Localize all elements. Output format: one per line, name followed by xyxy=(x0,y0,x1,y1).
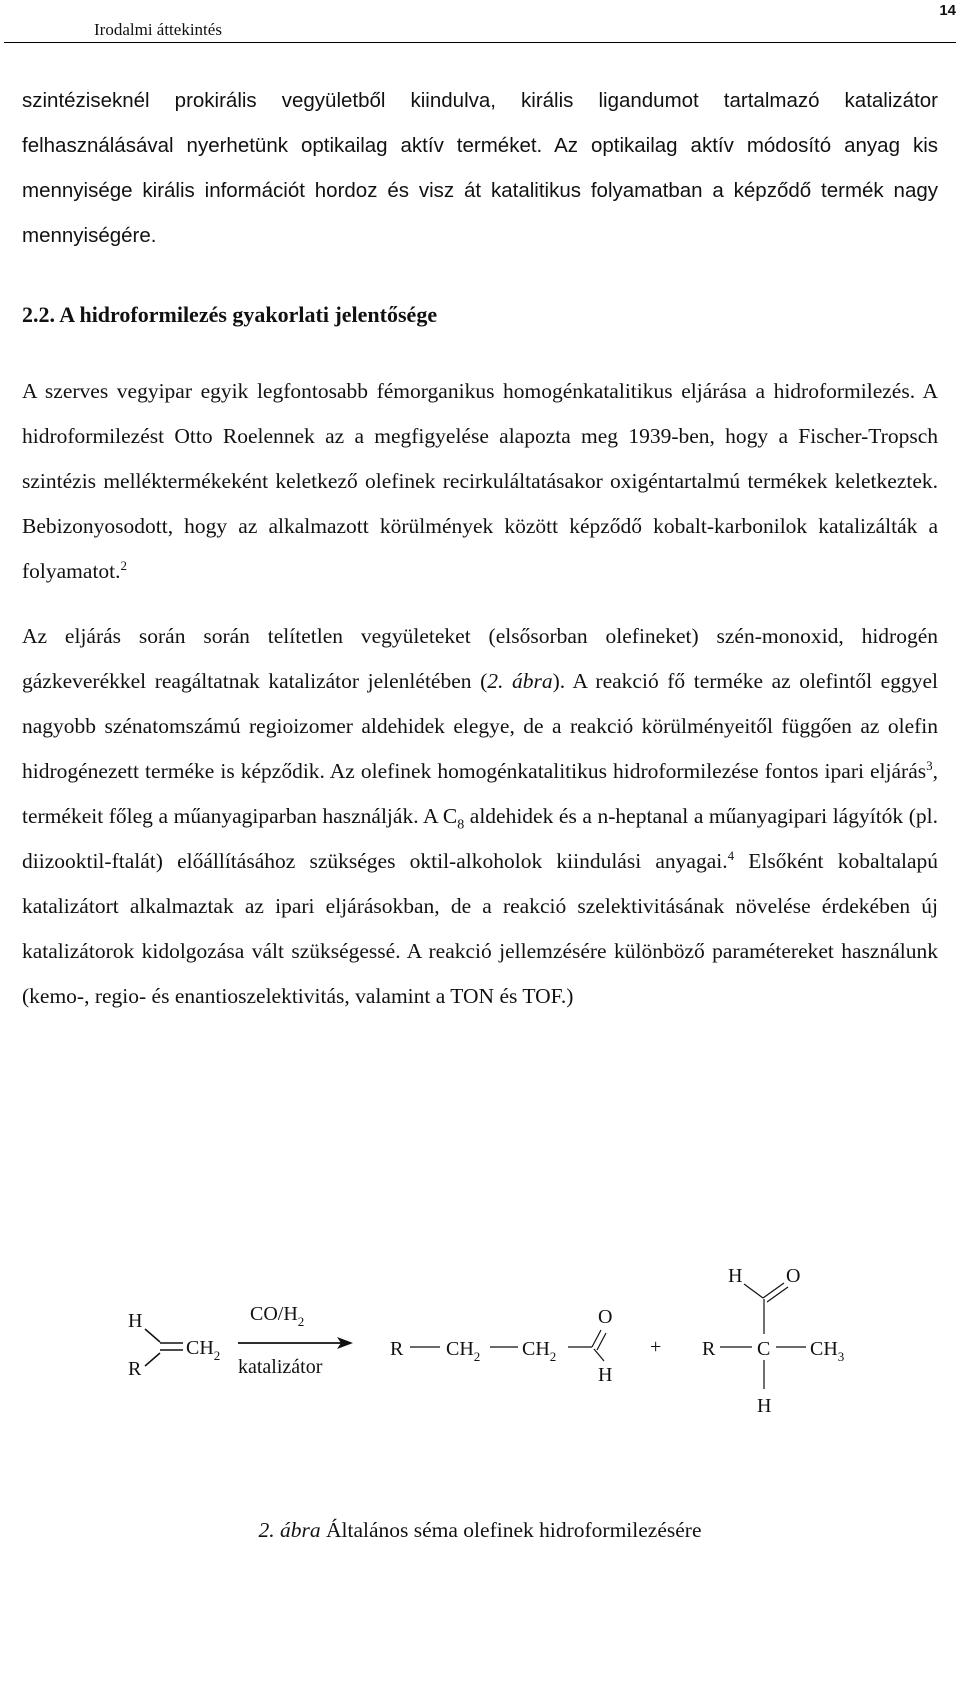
product1-h: H xyxy=(598,1364,613,1386)
page-body xyxy=(22,78,938,1019)
subscript: 8 xyxy=(457,817,465,833)
product2-ch3: $CH_3$ xyxy=(810,1338,845,1364)
product2-h-top: H xyxy=(728,1265,743,1287)
paragraph-text: ). A reakció fő terméke az olefintől eggyel nagyobb szénatomszámú regioizomer aldehidek elegye, de a reakció körülményeitől függően az olefin hidrogénezett terméke is képződik. Az olefinek homogénkatalitikus hidroformilezése fontos ipari eljárás xyxy=(22,669,938,783)
bond-line xyxy=(744,1284,763,1298)
section-heading: 2.2. A hidroformilezés gyakorlati jelentősége xyxy=(22,302,438,327)
intro-paragraph: szintéziseknél prokirális vegyületből kiindulva, királis ligandumot tartalmazó katalizátor felhasználásával nyerhetünk optikailag aktív terméket. Az optikailag aktív módosító anyag kis mennyisége királis információt hordoz és visz át katalitikus folyamatban a képződő termék nagy mennyiségére. xyxy=(22,89,938,247)
figure-caption-text: Általános séma olefinek hidroformilezésére xyxy=(320,1518,702,1542)
paragraph-hydroformylation-history xyxy=(22,369,938,594)
product1-ch: $CH_2$ xyxy=(446,1338,481,1364)
reference-superscript: 3 xyxy=(926,757,933,773)
paragraph-text: aldehidek és a n-heptanal a műanyagipari lágyítók (pl. diizooktil-ftalát) előállításához szükséges oktil-alkoholok kiindulási anyagai. xyxy=(22,804,938,873)
reference-superscript: 2 xyxy=(120,557,128,573)
product2-o: O xyxy=(786,1265,801,1287)
product2-c: C xyxy=(757,1338,771,1360)
product1-o: O xyxy=(598,1306,613,1328)
figure-label: 2. ábra xyxy=(258,1518,321,1542)
bond-line xyxy=(594,1349,604,1361)
paragraph-text: Elsőként kobaltalapú katalizátort alkalmaztak az ipari eljárásokban, de a reakció szelektivitásának növelése érdekében új katalizátorok kidolgozása vált szükségessé. A reakció jellemzésére különböző paramétereket használunk (kemo-, regio- és enantioszelektivitás, valamint a TON és TOF.) xyxy=(22,849,938,1008)
reference-superscript: 4 xyxy=(727,847,735,863)
product1-r: R xyxy=(390,1338,404,1360)
header-rule xyxy=(4,42,956,43)
product1-ch: $CH_2$ xyxy=(522,1338,557,1364)
bond-line xyxy=(145,1353,160,1366)
paragraph-process-description xyxy=(22,614,938,1019)
figure-caption xyxy=(0,1518,960,1543)
reactant-h: H xyxy=(128,1310,143,1332)
product2-r: R xyxy=(702,1338,716,1360)
reagent-label: $CO/H_2$ xyxy=(250,1303,305,1329)
double-bond-line xyxy=(763,1283,784,1298)
paragraph-text: Az eljárás során során telítetlen vegyületeket (elsősorban olefineket) szén-monoxid, hidrogén gázkeverékkel reagáltatnak katalizátor jelenlétében ( xyxy=(22,624,938,693)
paragraph-text: A szerves vegyipar egyik legfontosabb fémorganikus homogénkatalitikus eljárása a hidroformilezés. A hidroformilezést Otto Roelennek az a megfigyelése alapozta meg 1939-ben, hogy a Fischer-Tropsch szintézis melléktermékeként keletkező olefinek recirkuláltatásakor oxigéntartalmú termékek keletkeztek. Bebizonyosodott, hogy az alkalmazott körülmények között képződő kobalt-karbonilok katalizálták a folyamatot. xyxy=(22,379,938,583)
reaction-scheme-svg xyxy=(0,1226,960,1456)
figure-reference: 2. ábra xyxy=(487,669,553,693)
page-header xyxy=(0,0,960,46)
bond-line xyxy=(145,1329,160,1342)
page-number: 14 xyxy=(939,2,956,19)
product2-h-bottom: H xyxy=(757,1395,772,1417)
double-bond-line xyxy=(767,1287,788,1302)
reaction-scheme xyxy=(0,1226,960,1456)
reactant-r: R xyxy=(128,1358,142,1380)
catalyst-label: katalizátor xyxy=(238,1356,323,1378)
reactant-ch: $CH_2$ xyxy=(186,1337,221,1363)
plus-sign: + xyxy=(650,1336,662,1358)
running-header: Irodalmi áttekintés xyxy=(94,20,222,39)
paragraph-text: , termékeit főleg a műanyagiparban használják. A C xyxy=(22,759,938,828)
